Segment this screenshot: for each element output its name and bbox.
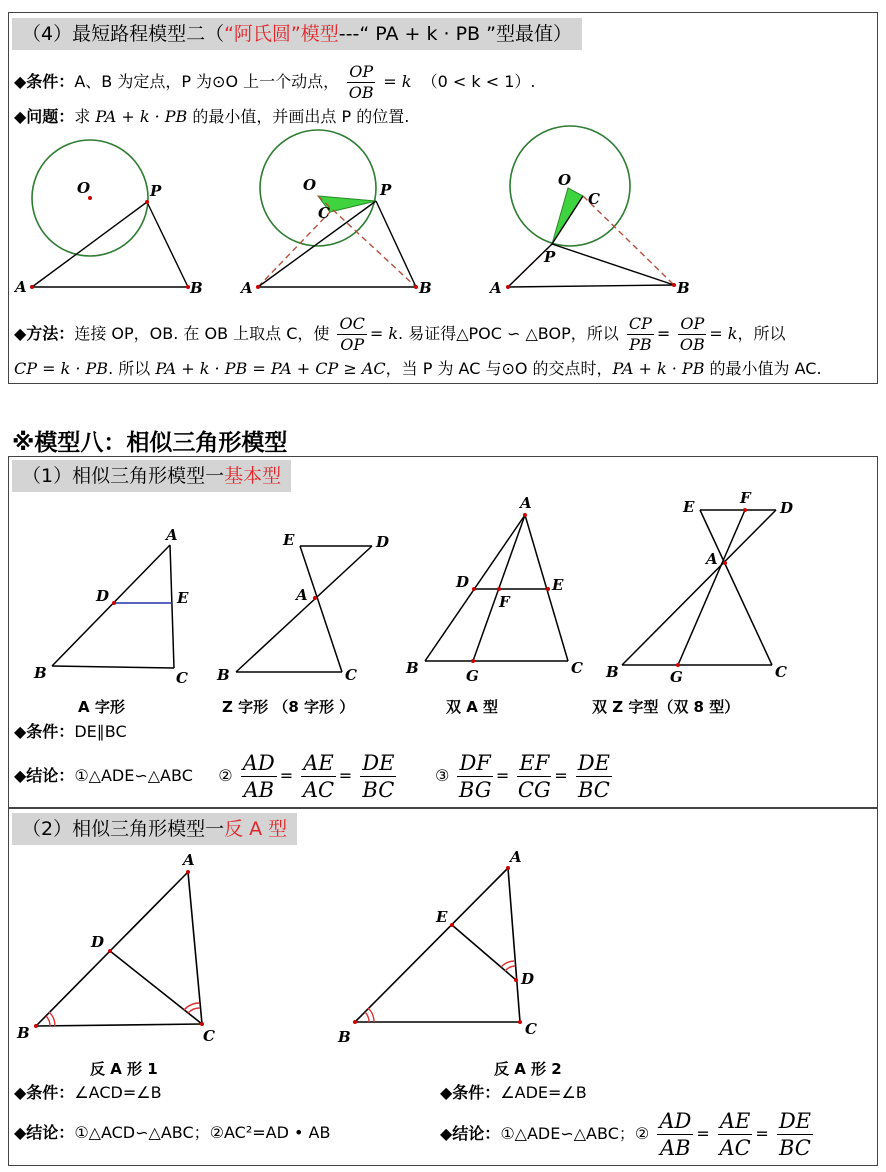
cond-label: ◆条件： [440,1083,501,1102]
a-label-b: B [34,664,47,682]
header-red: 反 A 型 [224,818,288,840]
ra2-pt-b [353,1020,357,1024]
header-prefix: （1）相似三角形模型一 [22,465,225,487]
frac-den: AC [719,1136,751,1160]
frac-de-bc [777,1108,813,1161]
cond-label: ◆条件： [14,722,75,741]
label-b-2: B [419,279,432,297]
caption-a-shape: A 字形 [78,698,125,716]
frac-num: EF [519,751,550,775]
q-text2: 的最小值，并画出点 P 的位置. [187,107,410,126]
ra2-seg-ed [452,925,516,980]
ra2-label-a: A [510,848,522,866]
frac-den: BC [577,778,610,802]
frac-num: DE [778,1109,811,1133]
frac-den: OP [340,335,365,354]
label-p-2: P [380,181,392,199]
part2-left-conclusion [14,1122,330,1144]
ra2-pt-a [506,866,510,870]
header-suffix: ---“ PA + k · PB ”型最值） [338,23,572,45]
da-label-b: B [406,659,419,677]
method-l2d: ，当 P 为 AC 与⊙O 的交点时， [385,359,613,378]
frac-num: OP [680,314,705,333]
frac-den: AB [243,778,275,802]
a-label-a: A [166,526,178,544]
ra2-seg-ab [355,868,508,1022]
ra2-label-e: E [436,908,448,926]
method-l2f: 的最小值为 AC. [704,359,822,378]
frac-num: AD [659,1109,692,1133]
frac-num: AE [719,1109,751,1133]
dz-label-c: C [775,663,787,681]
da-label-f: F [499,593,510,611]
da-label-e: E [552,576,564,594]
ra1-label-b: B [17,1024,30,1042]
ra2-pt-c [518,1020,522,1024]
ra2-label-d: D [521,970,535,988]
cond-range: （0 < k < 1）. [421,72,536,91]
cond-text: ∠ADE=∠B [500,1083,587,1102]
frac-num: DE [362,751,395,775]
a-label-c: C [176,669,188,687]
caption-reverse-a-2: 反 A 形 2 [494,1060,562,1078]
part2-left-condition [14,1082,162,1104]
ra2-angle-d [505,966,515,971]
ra1-pt-b [34,1024,38,1028]
part2-right-conclusion [440,1108,816,1161]
method-text1: 连接 OP，OB. 在 OB 上取点 C，使 [74,324,330,343]
eq: = [279,766,294,785]
concl-3: ③ [435,766,450,785]
ra1-pt-a [186,870,190,874]
method-eq2: = [656,324,671,343]
label-o-2: O [303,176,317,194]
q-label: ◆问题： [14,107,75,126]
z-label-a: A [296,586,308,604]
method-l2e: PA + k · PB [612,359,705,378]
header-red: 基本型 [224,465,282,487]
frac-den: CG [517,778,551,802]
z-label-d: D [376,533,390,551]
caption-reverse-a-1: 反 A 形 1 [90,1060,158,1078]
concl-text: ①△ACD∽△ABC；②AC²=AD • AB [74,1123,331,1142]
z-label-e: E [283,531,295,549]
method-eq1: = k [369,324,399,343]
label-a: A [15,278,27,296]
frac-ad-ab [657,1108,693,1161]
concl-1: ①△ADE∽△ABC [74,766,193,785]
a-label-e: E [177,589,189,607]
frac-num: DF [459,751,491,775]
frac-den: BC [778,1136,811,1160]
model8-title: ※模型八：相似三角形模型 [12,430,288,456]
ra1-seg-ac [188,872,202,1024]
frac-den: OB [348,83,374,102]
method-l2c: PA + k · PB = PA + CP ≥ AC [155,359,386,378]
ra2-angle-b [365,1012,369,1022]
a-label-d: D [96,587,110,605]
method-label: ◆方法： [14,324,75,343]
label-p: P [150,182,162,200]
cond-label: ◆条件： [14,1083,75,1102]
method-l2a: CP = k · PB [14,359,109,378]
method-l2b: . 所以 [108,359,156,378]
header-prefix: （4）最短路程模型二（ [22,23,225,45]
caption-double-a: 双 A 型 [446,698,499,716]
label-p-3: P [544,248,556,266]
header-prefix: （2）相似三角形模型一 [22,818,225,840]
frac-num: OC [339,314,365,333]
label-b-3: B [677,279,690,297]
dz-label-b: B [606,663,619,681]
label-a-3: A [490,279,502,297]
label-b: B [190,279,203,297]
dz-label-a: A [706,550,718,568]
label-c-2: C [318,204,330,222]
cond-eq: = k [383,72,412,91]
eq: = [338,766,353,785]
caption-z-shape: Z 字形 （8 字形 ） [222,698,355,716]
dz-label-g: G [670,668,683,686]
ra1-label-a: A [183,851,195,869]
q-expr: PA + k · PB [95,107,188,126]
cond-label: ◆条件： [14,72,75,91]
cond-text: DE∥BC [74,722,127,741]
ra1-pt-c [200,1022,204,1026]
caption-double-z: 双 Z 字型（双 8 型） [592,698,740,716]
label-c-3: C [588,190,600,208]
frac-den: BG [458,778,492,802]
ra2-label-b: B [338,1028,351,1046]
da-label-g: G [466,667,479,685]
eq: = [755,1124,769,1143]
frac-den: BC [362,778,395,802]
cond-text: ∠ACD=∠B [74,1083,162,1102]
ra1-label-d: D [91,933,105,951]
frac-num: DE [577,751,610,775]
q-text1: 求 [74,107,96,126]
concl-2: ② [218,766,233,785]
ra1-angle-c [188,1008,200,1013]
method-text2: . 易证得△POC ∽ △BOP，所以 [398,324,619,343]
ra1-angle-c-2 [184,1003,199,1010]
ra2-pt-e [450,923,454,927]
concl-text: ①△ADE∽△ABC；② [500,1124,650,1143]
ra1-label-c: C [203,1027,215,1045]
frac-den: AC [302,778,335,802]
ra2-seg-ac [508,868,520,1022]
z-label-b: B [217,666,230,684]
cond-text: A、B 为定点，P 为⊙O 上一个动点， [74,72,340,91]
ra2-label-c: C [525,1020,537,1038]
concl-label: ◆结论： [14,766,75,785]
frac-ae-ac [718,1108,753,1161]
eq: = [696,1124,710,1143]
dz-label-d: D [780,499,794,517]
method-text3: ，所以 [737,324,786,343]
method-eq3: = k [709,324,738,343]
label-o: O [77,179,91,197]
frac-den: AB [660,1136,691,1160]
eq: = [495,766,510,785]
eq: = [554,766,568,785]
concl-label: ◆结论： [14,1123,75,1142]
da-label-c: C [571,659,583,677]
dz-label-e: E [683,498,695,516]
label-a-2: A [241,279,253,297]
ra1-angle-b [46,1016,50,1026]
header-red: “阿氏圆”模型 [224,23,339,45]
da-label-a: A [520,494,532,512]
label-o-3: O [558,171,572,189]
ra1-seg-ab [36,872,188,1026]
frac-den: PB [629,335,652,354]
frac-num: CP [628,314,652,333]
frac-num: AD [242,751,275,775]
frac-den: OB [679,335,705,354]
ra1-pt-d [108,949,112,953]
concl-label: ◆结论： [440,1124,501,1143]
ra2-pt-d [514,978,518,982]
frac-num: OP [349,62,374,81]
da-label-d: D [456,573,470,591]
dz-label-f: F [740,489,751,507]
ra1-seg-bc [36,1024,202,1026]
part2-right-condition [440,1082,587,1104]
frac-num: AE [303,751,334,775]
z-label-c: C [345,666,357,684]
